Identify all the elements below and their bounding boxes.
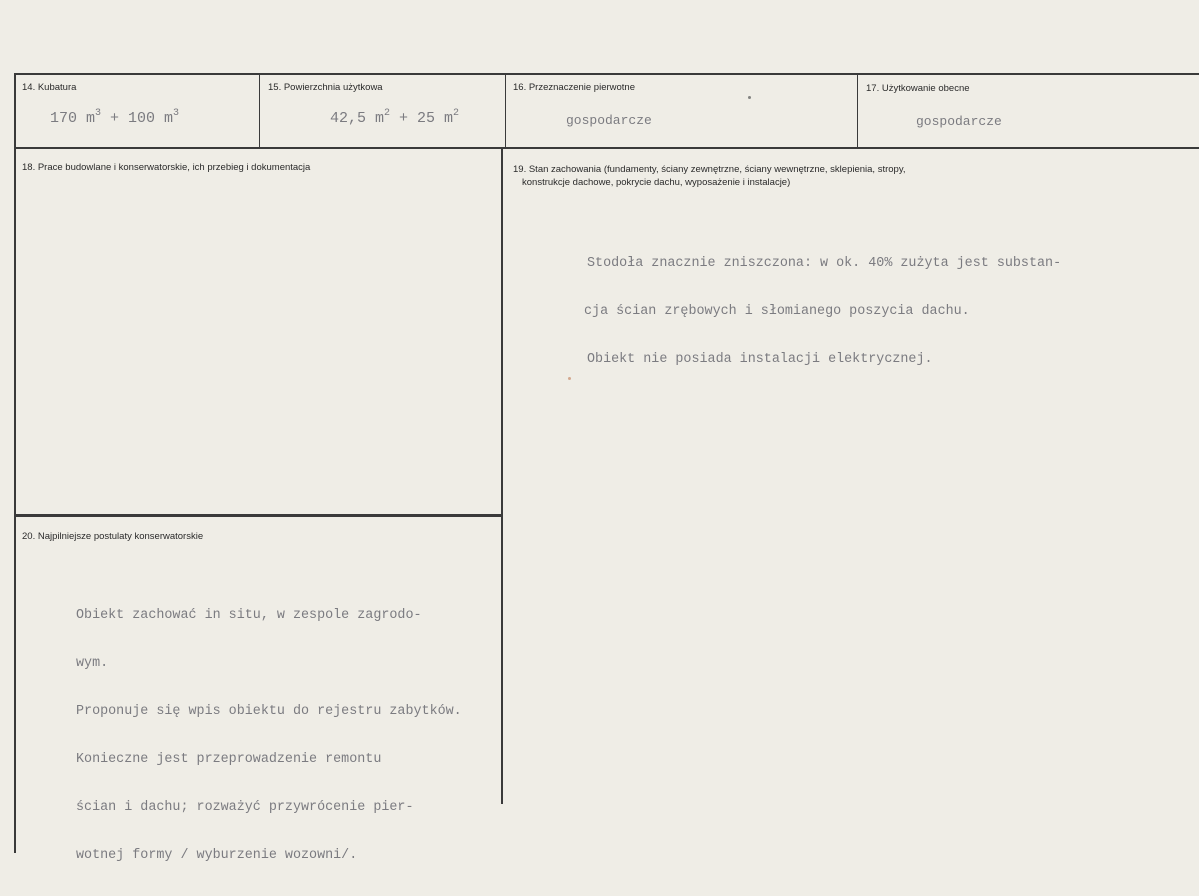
- left-border: [14, 73, 16, 853]
- paper-speck: [748, 96, 751, 99]
- postulaty-line-1: Obiekt zachować in situ, w zespole zagrodo-: [76, 608, 422, 623]
- divider-15-16: [505, 74, 506, 148]
- powierzchnia-value: 42,5 $m^2 + 25$ $m^2$: [330, 108, 460, 127]
- divider-14-15: [259, 74, 260, 148]
- przeznaczenie-value: gospodarcze: [566, 113, 652, 128]
- stan-zachowania-label-line2: konstrukcje dachowe, pokrycie dachu, wyposażenie i instalacje): [522, 177, 791, 188]
- divider-16-17: [857, 74, 858, 148]
- stan-zachowania-label-line1: 19. Stan zachowania (fundamenty, ściany zewnętrzne, ściany wewnętrzne, sklepienia, stropy,: [513, 164, 906, 175]
- powierzchnia-label: 15. Powierzchnia użytkowa: [268, 82, 383, 93]
- row1-bottom-border: [14, 147, 1199, 149]
- prace-budowlane-label: 18. Prace budowlane i konserwatorskie, ich przebieg i dokumentacja: [22, 162, 311, 173]
- postulaty-line-2: wym.: [76, 656, 109, 671]
- stan-zachowania-line-2: cja ścian zrębowych i słomianego poszycia dachu.: [584, 304, 970, 319]
- stan-zachowania-line-1: Stodoła znacznie zniszczona: w ok. 40% zużyta jest substan-: [587, 256, 1062, 271]
- stan-zachowania-line-3: Obiekt nie posiada instalacji elektrycznej.: [587, 352, 933, 367]
- paper-speck: [568, 377, 571, 380]
- postulaty-line-6: wotnej formy / wyburzenie wozowni/.: [76, 848, 358, 863]
- kubatura-value: 170 $m^3 + 100$ $m^3$: [50, 108, 180, 127]
- postulaty-line-4: Konieczne jest przeprowadzenie remontu: [76, 752, 382, 767]
- section-18-bottom-border: [14, 514, 502, 517]
- stan-zachowania-text: [584, 224, 1062, 400]
- kubatura-label: 14. Kubatura: [22, 82, 77, 93]
- top-border: [14, 73, 1199, 75]
- main-vertical-divider: [501, 148, 503, 804]
- postulaty-line-5: ścian i dachu; rozważyć przywrócenie pier-: [76, 800, 414, 815]
- uzytkowanie-value: gospodarcze: [916, 114, 1002, 129]
- postulaty-label: 20. Najpilniejsze postulaty konserwatorskie: [22, 531, 204, 542]
- uzytkowanie-label: 17. Użytkowanie obecne: [866, 83, 970, 94]
- postulaty-text: [76, 576, 462, 896]
- postulaty-line-3: Proponuje się wpis obiektu do rejestru zabytków.: [76, 704, 462, 719]
- przeznaczenie-label: 16. Przeznaczenie pierwotne: [513, 82, 635, 93]
